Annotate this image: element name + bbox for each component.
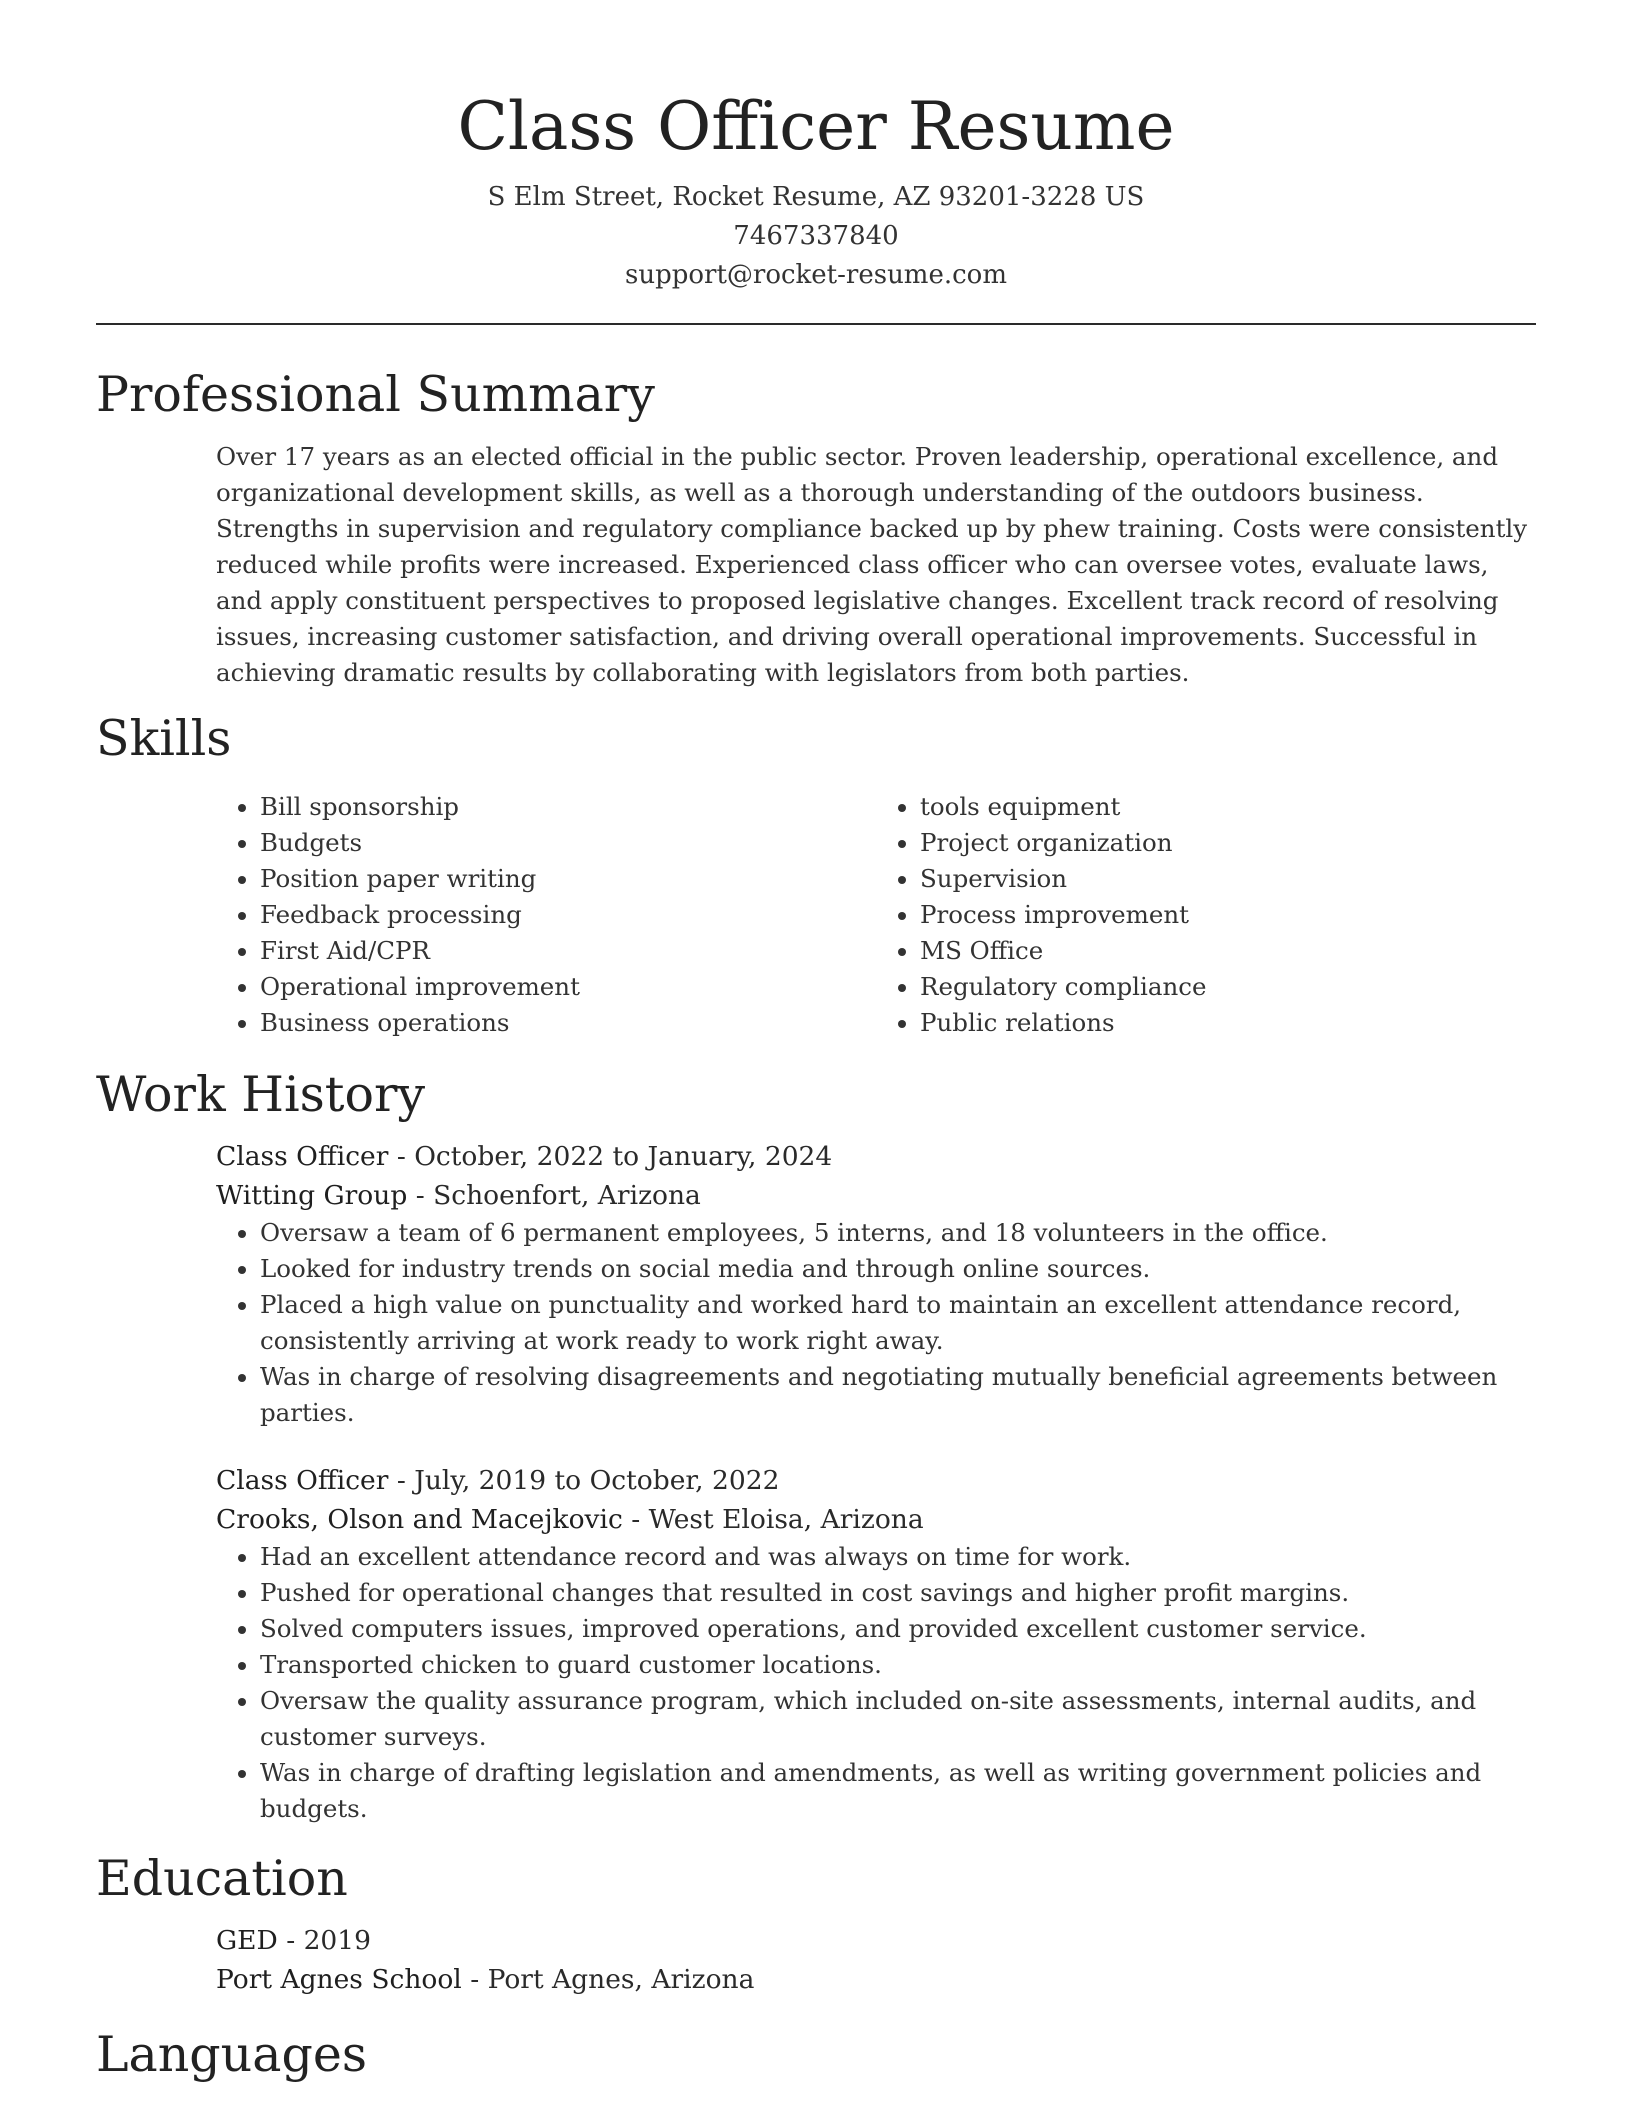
duty-item: • Transported chicken to guard customer locations. — [260, 1647, 1536, 1683]
skill-item: • Process improvement — [920, 897, 1536, 933]
job-company: Witting Group — [216, 1180, 408, 1211]
skill-item: • MS Office — [920, 933, 1536, 969]
resume-page — [96, 0, 1536, 2085]
job-entry — [216, 1461, 1536, 1827]
duty-item: • Oversaw the quality assurance program, which included on-site assessments, internal audits, and customer surveys. — [260, 1683, 1536, 1755]
skills-column-right — [876, 789, 1536, 1041]
skill-item: • Bill sponsorship — [260, 789, 876, 825]
job-title-line — [216, 1137, 1536, 1176]
duty-item: • Was in charge of resolving disagreements and negotiating mutually beneficial agreements between parties. — [260, 1359, 1536, 1431]
job-company-line — [216, 1176, 1536, 1215]
job-title: Class Officer — [216, 1465, 389, 1496]
summary-text: Over 17 years as an elected official in the public sector. Proven leadership, operational excellence, and organizational development skills, as well as a thorough understanding of the outdoors business. Strengths in supervision and regulatory compliance backed up by phew training. Costs were consistently reduced while profits were increased. Experienced class officer who can oversee votes, evaluate laws, and apply constituent perspectives to proposed legislative changes. Excellent track record of resolving issues, increasing customer satisfaction, and driving overall operational improvements. Successful in achieving dramatic results by collaborating with legislators from both parties. — [216, 442, 1528, 687]
header-divider — [96, 323, 1536, 325]
phone-line: 7467337840 — [733, 221, 899, 251]
duty-item: • Pushed for operational changes that resulted in cost savings and higher profit margins. — [260, 1575, 1536, 1611]
job-dates: - October, 2022 to January, 2024 — [388, 1141, 833, 1172]
skill-item: • First Aid/CPR — [260, 933, 876, 969]
skill-item: • Supervision — [920, 861, 1536, 897]
job-location: - Schoenfort, Arizona — [407, 1180, 701, 1211]
school-name: Port Agnes School — [216, 1964, 462, 1995]
job-title: Class Officer — [216, 1141, 389, 1172]
duty-item: • Had an excellent attendance record and was always on time for work. — [260, 1539, 1536, 1575]
contact-block — [96, 178, 1536, 295]
degree-line — [216, 1921, 1536, 1960]
degree: GED — [216, 1925, 278, 1956]
skills-column-left — [216, 789, 876, 1041]
skill-item: • Position paper writing — [260, 861, 876, 897]
job-dates: - July, 2019 to October, 2022 — [388, 1465, 780, 1496]
job-company-line — [216, 1500, 1536, 1539]
skill-item: • Budgets — [260, 825, 876, 861]
education-entry — [216, 1921, 1536, 1999]
duty-item: • Was in charge of drafting legislation and amendments, as well as writing government policies and budgets. — [260, 1755, 1536, 1827]
job-duties — [216, 1215, 1536, 1431]
job-duties — [216, 1539, 1536, 1827]
school-line — [216, 1960, 1536, 1999]
job-location: - West Eloisa, Arizona — [622, 1504, 924, 1535]
summary-heading: Professional Summary — [96, 366, 655, 423]
work-history-heading: Work History — [96, 1066, 426, 1123]
address-line: S Elm Street, Rocket Resume, AZ 93201-3228 US — [487, 182, 1145, 212]
resume-title: Class Officer Resume — [457, 88, 1175, 165]
skill-item: • tools equipment — [920, 789, 1536, 825]
job-entry — [216, 1137, 1536, 1431]
skills-list — [216, 789, 1536, 1041]
job-company: Crooks, Olson and Macejkovic — [216, 1504, 623, 1535]
education-heading: Education — [96, 1850, 348, 1907]
duty-item: • Placed a high value on punctuality and worked hard to maintain an excellent attendance record, consistently arriving at work ready to work right away. — [260, 1287, 1536, 1359]
duty-item: • Looked for industry trends on social media and through online sources. — [260, 1251, 1536, 1287]
skill-item: • Regulatory compliance — [920, 969, 1536, 1005]
skill-item: • Operational improvement — [260, 969, 876, 1005]
school-location: - Port Agnes, Arizona — [461, 1964, 755, 1995]
duty-item: • Oversaw a team of 6 permanent employees, 5 interns, and 18 volunteers in the office. — [260, 1215, 1536, 1251]
email-line: support@rocket-resume.com — [624, 260, 1007, 290]
skill-item: • Feedback processing — [260, 897, 876, 933]
skill-item: • Project organization — [920, 825, 1536, 861]
skill-item: • Business operations — [260, 1005, 876, 1041]
job-title-line — [216, 1461, 1536, 1500]
skill-item: • Public relations — [920, 1005, 1536, 1041]
duty-item: • Solved computers issues, improved operations, and provided excellent customer service. — [260, 1611, 1536, 1647]
skills-heading: Skills — [96, 710, 232, 767]
languages-heading: Languages — [96, 2026, 367, 2083]
graduation-year: - 2019 — [277, 1925, 372, 1956]
